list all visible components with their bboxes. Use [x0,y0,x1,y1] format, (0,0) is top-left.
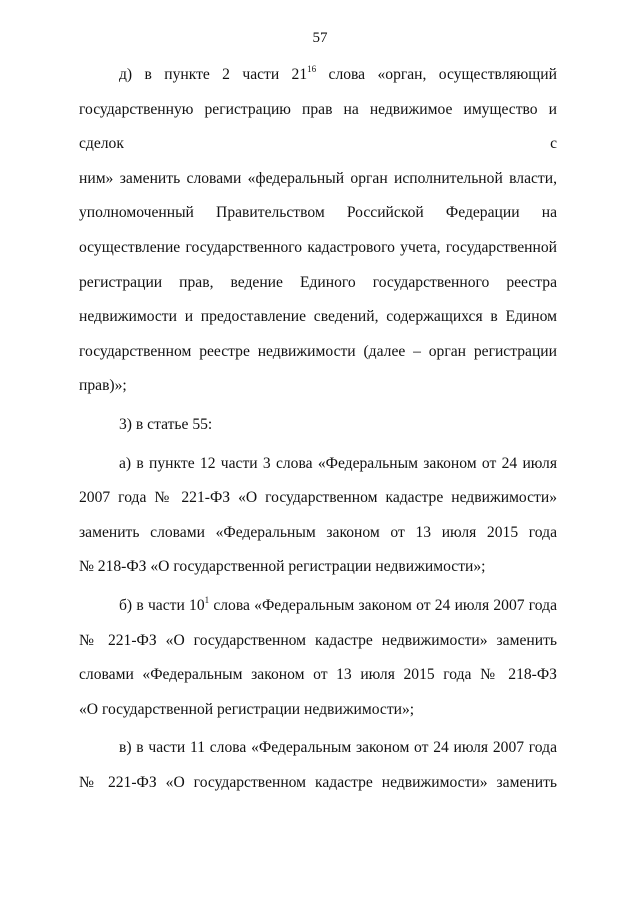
text-line [79,589,557,624]
document-body [79,58,557,800]
text-line: № 218-ФЗ «О государственной регистрации недвижимости»; [79,558,486,576]
text-line: регистрации прав, ведение Единого государственного реестра [79,273,557,291]
text-line: государственном реестре недвижимости (далее – орган регистрации [79,342,557,360]
text-fragment: слова «Федеральным законом от 24 июля 2007 года [209,596,557,614]
paragraph-article-55 [79,408,557,443]
text-fragment: слова «орган, осуществляющий [316,66,557,83]
text-line: уполномоченный Правительством Российской Федерации на [79,204,557,222]
superscript: 1 [204,594,210,605]
text-line: осуществление государственного кадастрового учета, государственной [79,238,557,256]
text-line: в) в части 11 слова «Федеральным законом от 24 июля 2007 года [119,739,557,757]
text-line: недвижимости и предоставление сведений, содержащихся в Едином [79,308,557,326]
text-line: «О государственной регистрации недвижимости»; [79,700,415,718]
text-line: ним» заменить словами «федеральный орган исполнительной власти, [79,169,557,187]
text-line: 2007 года № 221-ФЗ «О государственном кадастре недвижимости» [79,489,557,507]
paragraph-a [79,447,557,585]
text-line: 3) в статье 55: [119,415,213,433]
paragraph-v [79,731,557,800]
text-line: словами «Федеральным законом от 13 июля 2015 года № 218-ФЗ [79,666,557,684]
page-number: 57 [312,30,328,46]
text-line: № 221-ФЗ «О государственном кадастре недвижимости» заменить [79,631,557,649]
paragraph-b [79,589,557,727]
text-fragment: б) в части 10 [119,596,205,614]
text-line: прав)»; [79,377,127,395]
text-line: № 221-ФЗ «О государственном кадастре недвижимости» заменить [79,773,557,791]
paragraph-d [79,58,557,404]
text-line: государственную регистрацию прав на недвижимое имущество и сделок с [79,100,557,153]
text-line: заменить словами «Федеральным законом от 13 июля 2015 года [79,523,557,541]
text-line: а) в пункте 12 части 3 слова «Федеральным законом от 24 июля [119,454,557,472]
text-line [79,58,557,93]
superscript: 16 [307,63,317,74]
text-fragment: д) в пункте 2 части 21 [119,66,308,83]
